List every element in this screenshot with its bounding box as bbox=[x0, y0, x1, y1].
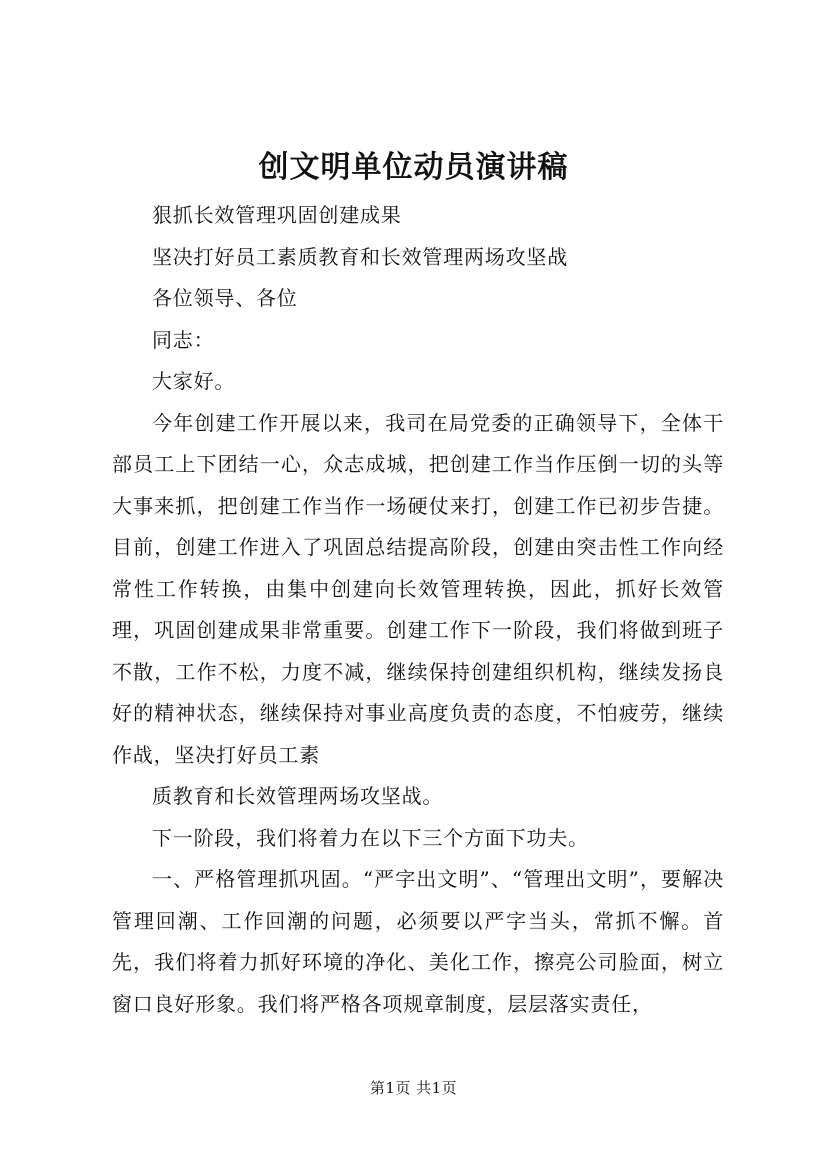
paragraph-main-2: 质教育和长效管理两场攻坚战。 bbox=[152, 784, 444, 808]
paragraph-main-1: 今年创建工作开展以来，我司在局党委的正确领导下，全体干部员工上下团结一心，众志成城，把创建工作当作压倒一切的头等大事来抓，把创建工作当作一场硬仗来打，创建工作已初步告捷。目前，创建工作进入了巩固总结提高阶段，创建由突击性工作向经常性工作转换，由集中创建向长效管理转换，因此，抓好长效管理，巩固创建成果非常重要。创建工作下一阶段，我们将做到班子不散，工作不松，力度不减，继续保持创建组织机构，继续发扬良好的精神状态，继续保持对事业高度负责的态度，不怕疲劳，继续作战，坚决打好员工素 bbox=[112, 410, 724, 767]
paragraph-salutation-1: 各位领导、各位 bbox=[152, 286, 298, 310]
page-footer: 第1页 共1页 bbox=[369, 1079, 458, 1097]
paragraph-greeting: 大家好。 bbox=[152, 369, 236, 393]
paragraph-main-4: 一、严格管理抓巩固。“严字出文明”、“管理出文明”，要解决管理回潮、工作回潮的问题，必须要以严字当头，常抓不懈。首先，我们将着力抓好环境的净化、美化工作，擦亮公司脸面，树立窗口良好形象。我们将严格各项规章制度，层层落实责任， bbox=[112, 867, 724, 1016]
document-body bbox=[112, 195, 724, 1025]
document-title: 创文明单位动员演讲稿 bbox=[258, 150, 569, 185]
paragraph-salutation-2: 同志： bbox=[152, 327, 215, 352]
paragraph-subtitle-2: 坚决打好员工素质教育和长效管理两场攻坚战 bbox=[152, 244, 568, 269]
paragraph-subtitle-1: 狠抓长效管理巩固创建成果 bbox=[152, 203, 402, 227]
paragraph-main-3: 下一阶段，我们将着力在以下三个方面下功夫。 bbox=[152, 825, 589, 850]
